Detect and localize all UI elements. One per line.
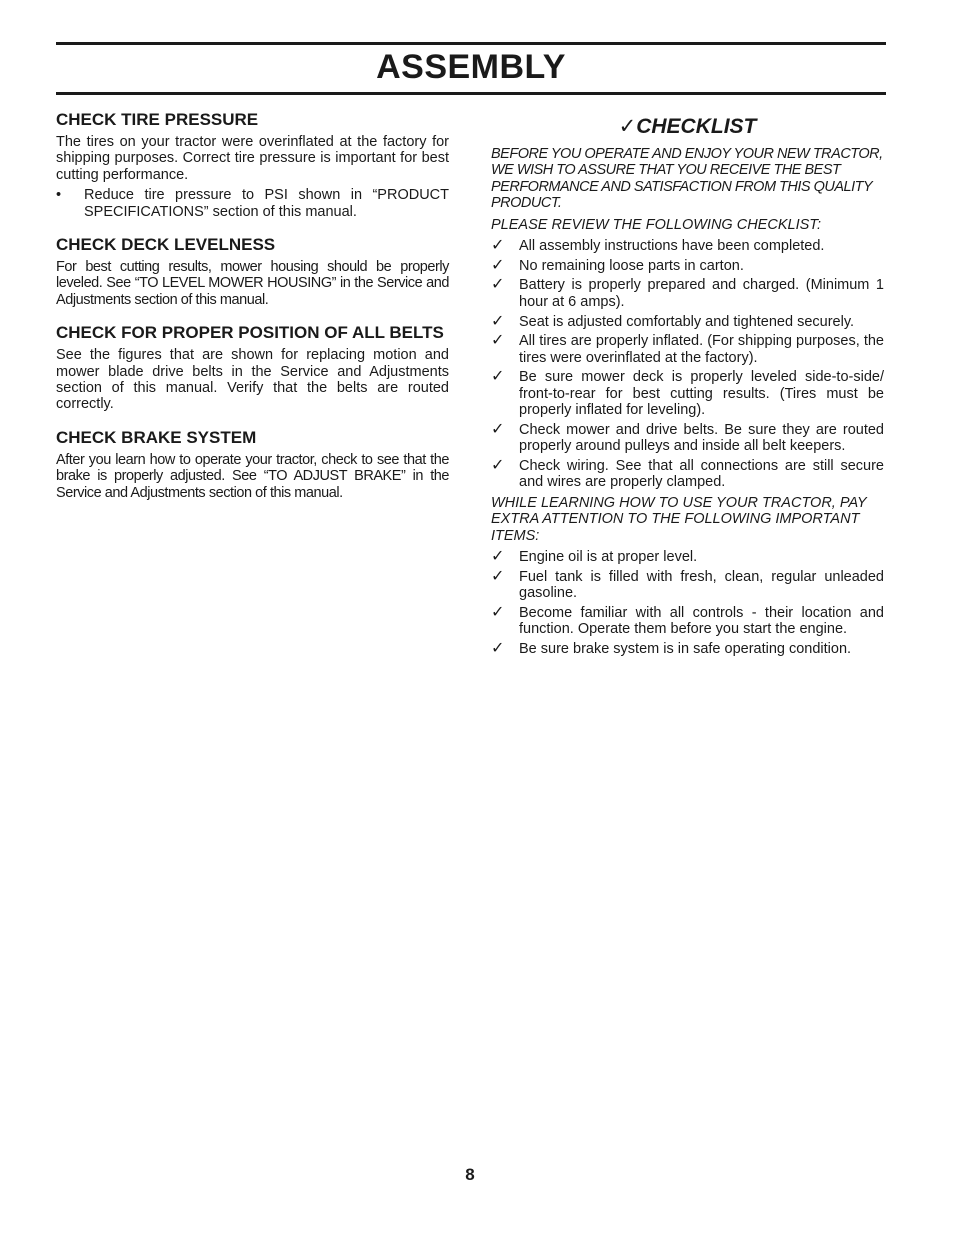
important-item-text: Fuel tank is filled with fresh, clean, regular unleaded gasoline. xyxy=(519,568,884,602)
checkmark-icon: ✓ xyxy=(491,256,505,274)
checklist-item-text: Seat is adjusted comfortably and tightened securely. xyxy=(519,313,855,330)
left-column xyxy=(56,110,449,516)
checklist-item-text: Check mower and drive belts. Be sure they are routed properly around pulleys and inside all belt keepers. xyxy=(519,421,884,455)
section-brake-system xyxy=(56,428,449,501)
section-body: The tires on your tractor were overinflated at the factory for shipping purposes. Correct tire pressure is important for best cutting performance. xyxy=(56,134,449,183)
checklist-intro: BEFORE YOU OPERATE AND ENJOY YOUR NEW TRACTOR, WE WISH TO ASSURE THAT YOU RECEIVE THE BEST PERFORMANCE AND SATISFACTION FROM THIS QUALITY PRODUCT. xyxy=(491,146,883,212)
header-top-rule xyxy=(56,42,886,45)
checklist-item xyxy=(491,277,884,310)
page-title: ASSEMBLY xyxy=(376,48,566,86)
section-heading: CHECK FOR PROPER POSITION OF ALL BELTS xyxy=(56,323,444,343)
important-item-text: Engine oil is at proper level. xyxy=(519,549,698,566)
section-body: For best cutting results, mower housing should be properly leveled. See “TO LEVEL MOWER HOUSING” in the Service and Adjustments section of this manual. xyxy=(56,259,449,308)
checkmark-icon: ✓ xyxy=(491,237,505,255)
checklist-item xyxy=(491,422,884,455)
important-item xyxy=(491,549,884,565)
checkmark-icon: ✓ xyxy=(491,567,505,585)
important-item-text: Become familiar with all controls - their location and function. Operate them before you start the engine. xyxy=(519,604,884,638)
checkmark-icon: ✓ xyxy=(491,420,505,438)
checklist-item xyxy=(491,238,884,254)
important-item xyxy=(491,641,884,657)
checklist-item xyxy=(491,333,884,366)
important-item xyxy=(491,569,884,602)
checklist-item xyxy=(491,314,884,330)
checkmark-icon: ✓ xyxy=(491,332,505,350)
header-bottom-rule xyxy=(56,92,886,95)
section-heading: CHECK TIRE PRESSURE xyxy=(56,110,259,129)
section-heading: CHECK BRAKE SYSTEM xyxy=(56,427,257,447)
important-item-text: Be sure brake system is in safe operating condition. xyxy=(519,640,852,657)
important-items-list xyxy=(491,549,884,657)
section-body: After you learn how to operate your tractor, check to see that the brake is properly adjusted. See “TO ADJUST BRAKE” in the Service and Adjustments section of this manual. xyxy=(56,451,449,501)
checklist-item-text: Be sure mower deck is properly leveled side-to-side/ front-to-rear for best cutting results. (Tires must be properly inflated for leveling). xyxy=(519,369,884,419)
bullet-item xyxy=(56,187,449,220)
checklist xyxy=(491,238,884,491)
checklist-item xyxy=(491,369,884,418)
bullet-text: Reduce tire pressure to PSI shown in “PRODUCT SPECIFICATIONS” section of this manual. xyxy=(84,187,449,220)
checkmark-icon: ✓ xyxy=(491,548,505,566)
checklist-item-text: All tires are properly inflated. (For shipping purposes, the tires were overinflated at the factory). xyxy=(519,333,884,366)
section-body: See the figures that are shown for replacing motion and mower blade drive belts in the Service and Adjustments section of this manual. Verify that the belts are routed correctly. xyxy=(56,347,449,413)
checklist-item-text: No remaining loose parts in carton. xyxy=(519,257,744,274)
right-column xyxy=(491,110,884,661)
checklist-item-text: Check wiring. See that all connections are still secure and wires are properly clamped. xyxy=(519,457,884,491)
checkmark-icon: ✓ xyxy=(491,603,505,621)
learning-prompt: WHILE LEARNING HOW TO USE YOUR TRACTOR, PAY EXTRA ATTENTION TO THE FOLLOWING IMPORTANT ITEMS: xyxy=(491,494,867,544)
checkmark-icon: ✓ xyxy=(491,456,505,474)
checkmark-icon: ✓ xyxy=(491,312,505,330)
checkmark-icon: ✓ xyxy=(491,639,505,657)
checklist-title: ✓CHECKLIST xyxy=(618,115,757,138)
checkmark-icon: ✓ xyxy=(491,368,505,386)
checklist-item-text: All assembly instructions have been completed. xyxy=(519,238,825,255)
section-heading: CHECK DECK LEVELNESS xyxy=(56,235,276,255)
checklist-item-text: Battery is properly prepared and charged. (Minimum 1 hour at 6 amps). xyxy=(519,277,884,310)
page-number: 8 xyxy=(465,1165,475,1184)
checklist-item xyxy=(491,258,884,274)
section-deck-levelness xyxy=(56,235,449,308)
section-belt-position xyxy=(56,323,449,413)
important-item xyxy=(491,605,884,638)
review-prompt: PLEASE REVIEW THE FOLLOWING CHECKLIST: xyxy=(491,216,822,233)
bullet-mark: • xyxy=(56,187,62,204)
section-tire-pressure xyxy=(56,110,449,220)
checkmark-icon: ✓ xyxy=(491,276,505,294)
checklist-item xyxy=(491,458,884,491)
